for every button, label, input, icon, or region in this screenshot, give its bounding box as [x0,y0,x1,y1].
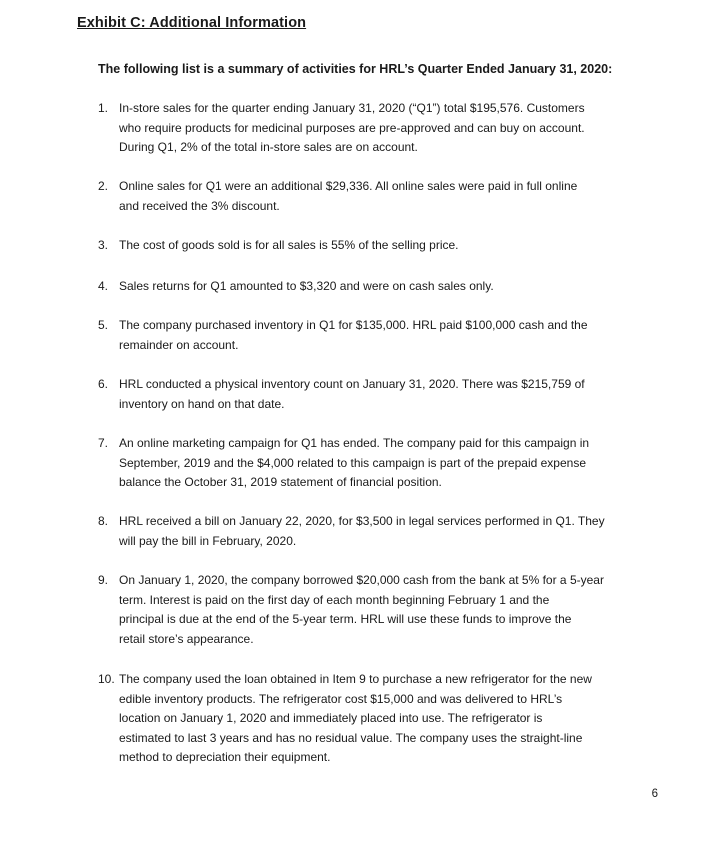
intro-heading: The following list is a summary of activities for HRL’s Quarter Ended January 31, 2020: [98,62,613,76]
list-item-line: principal is due at the end of the 5-year term. HRL will use these funds to improve the [119,612,572,626]
list-item-line: During Q1, 2% of the total in-store sales are on account. [119,140,418,154]
list-item-text [119,571,646,649]
list-item-number: 9. [98,573,109,587]
list-item-text [119,512,646,551]
list-item-line: In-store sales for the quarter ending January 31, 2020 (“Q1”) total $195,576. Customers [119,101,585,115]
list-item-number: 7. [98,436,109,450]
list-item-line: will pay the bill in February, 2020. [119,533,297,548]
list-item-line: and received the 3% discount. [119,198,280,213]
list-item-text [119,236,646,256]
list-item-line: On January 1, 2020, the company borrowed $20,000 cash from the bank at 5% for a 5-year [119,573,604,587]
list-item-number: 5. [98,318,109,332]
list-item-number: 10. [98,672,115,686]
list-item-line: inventory on hand on that date. [119,396,285,411]
list-item-line: remainder on account. [119,337,239,352]
list-item [98,316,646,355]
list-item-text [119,177,646,216]
list-item-line: An online marketing campaign for Q1 has ended. The company paid for this campaign in [119,436,590,450]
list-item [98,236,646,256]
list-item-line: HRL received a bill on January 22, 2020, for $3,500 in legal services performed in Q1. They [119,514,605,528]
list-item-number: 2. [98,179,109,193]
list-item [98,512,646,551]
list-item-text [119,99,646,158]
list-item-line: The company purchased inventory in Q1 for $135,000. HRL paid $100,000 cash and the [119,318,588,332]
list-item-number: 1. [98,101,109,115]
exhibit-title: Exhibit C: Additional Information [77,15,307,31]
list-item-text [119,670,646,768]
list-item-line: September, 2019 and the $4,000 related to this campaign is part of the prepaid expense [119,455,586,470]
list-item-line: method to depreciation their equipment. [119,750,331,764]
list-item-line: balance the October 31, 2019 statement of financial position. [119,475,442,489]
list-item-line: The company used the loan obtained in Item 9 to purchase a new refrigerator for the new [119,672,592,686]
list-item [98,434,646,493]
list-item [98,670,646,768]
list-item-text [119,434,646,493]
list-item-number: 4. [98,279,109,293]
list-item-text [119,316,646,355]
list-item-line: location on January 1, 2020 and immediately placed into use. The refrigerator is [119,711,543,725]
list-item-line: HRL conducted a physical inventory count on January 31, 2020. There was $215,759 of [119,377,585,391]
list-item-number: 6. [98,377,109,391]
page-number: 6 [651,788,658,800]
list-item-line: Sales returns for Q1 amounted to $3,320 and were on cash sales only. [119,279,494,293]
list-item-number: 8. [98,514,109,528]
list-item [98,177,646,216]
list-item-line: edible inventory products. The refrigerator cost $15,000 and was delivered to HRL’s [119,691,563,706]
list-item-line: retail store’s appearance. [119,631,254,646]
list-item [98,571,646,649]
list-item-line: Online sales for Q1 were an additional $29,336. All online sales were paid in full online [119,179,578,193]
list-item [98,99,646,158]
list-item [98,277,646,297]
list-item-text [119,277,646,297]
list-item-line: The cost of goods sold is for all sales is 55% of the selling price. [119,238,459,252]
list-item-line: term. Interest is paid on the first day of each month beginning February 1 and the [119,592,550,607]
list-item-number: 3. [98,238,109,252]
list-item-text [119,375,646,414]
list-item-line: estimated to last 3 years and has no residual value. The company uses the straight-line [119,730,583,745]
list-item-line: who require products for medicinal purposes are pre-approved and can buy on account. [119,120,585,135]
list-item [98,375,646,414]
